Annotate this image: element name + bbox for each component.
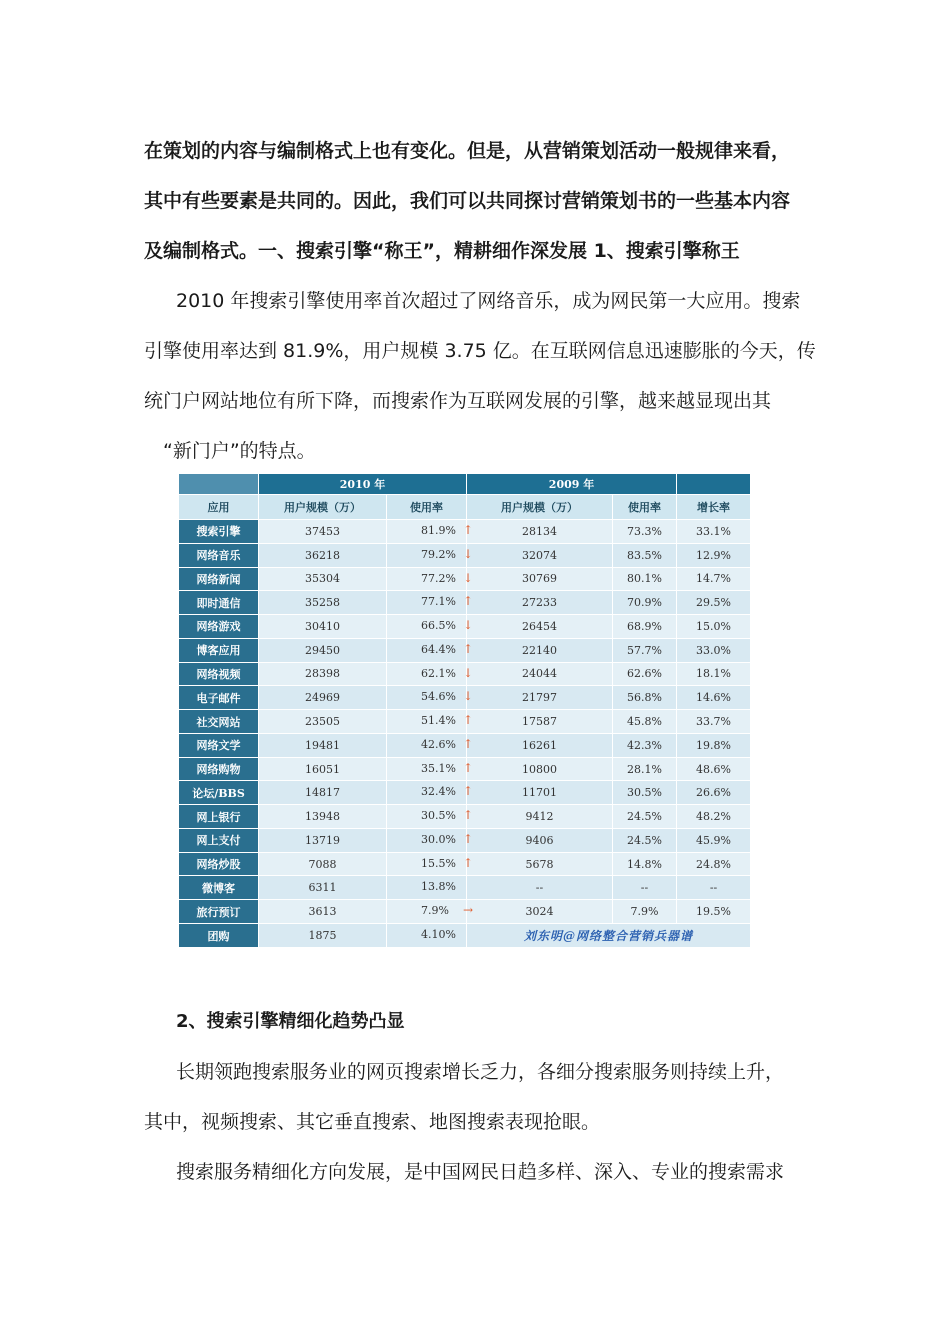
app-name-cell: 网络新闻	[179, 567, 259, 591]
app-name-cell: 旅行预订	[179, 900, 259, 924]
growth-rate-cell: 33.7%	[677, 710, 751, 734]
arrow-up-icon: ↑	[463, 736, 474, 751]
table-row	[179, 781, 751, 805]
rate-2009-cell: 56.8%	[613, 686, 677, 710]
app-name-cell: 搜索引擎	[179, 520, 259, 544]
app-name-cell: 电子邮件	[179, 686, 259, 710]
arrow-up-icon: ↑	[463, 831, 474, 846]
rate-2010-value: 77.1%	[421, 595, 456, 609]
rate-2010-value: 54.6%	[421, 690, 456, 704]
watermark-signature: 刘东明@网络整合营销兵器谱	[524, 929, 694, 943]
rate-2010-cell	[387, 567, 474, 591]
paragraph-line: 引擎使用率达到 81.9%，用户规模 3.75 亿。在互联网信息迅速膨胀的今天，传	[144, 340, 816, 362]
year-2009-header: 2009 年	[467, 474, 677, 495]
table-row	[179, 805, 751, 829]
rate-2010-cell	[387, 852, 474, 876]
rate-2010-cell	[387, 900, 474, 924]
users-2010-cell: 13719	[259, 828, 387, 852]
rate-2010-cell	[387, 520, 474, 544]
arrow-up-icon: ↑	[463, 760, 474, 775]
paragraph-line: 搜索服务精细化方向发展，是中国网民日趋多样、深入、专业的搜索需求	[176, 1161, 785, 1183]
column-header: 应用	[179, 495, 259, 520]
users-2010-cell: 35258	[259, 591, 387, 615]
year-2010-header: 2010 年	[259, 474, 467, 495]
users-2010-cell: 14817	[259, 781, 387, 805]
app-name-cell: 论坛/BBS	[179, 781, 259, 805]
arrow-right-icon: →	[463, 903, 474, 918]
rate-2010-value: 35.1%	[421, 761, 456, 775]
users-2010-cell: 1875	[259, 924, 387, 948]
app-name-cell: 网上支付	[179, 828, 259, 852]
rate-2010-cell	[387, 638, 474, 662]
table-row	[179, 638, 751, 662]
app-name-cell: 网上银行	[179, 805, 259, 829]
app-name-cell: 网络文学	[179, 733, 259, 757]
users-2010-cell: 30410	[259, 615, 387, 639]
users-2009-cell: 30769	[467, 567, 613, 591]
rate-2009-cell: 45.8%	[613, 710, 677, 734]
column-header: 使用率	[387, 495, 467, 520]
users-2010-cell: 3613	[259, 900, 387, 924]
table-row	[179, 876, 751, 900]
statistics-table-image	[178, 473, 750, 948]
rate-2010-value: 77.2%	[421, 571, 456, 585]
year-blank-header	[677, 474, 751, 495]
users-2009-cell: 17587	[467, 710, 613, 734]
growth-rate-cell: 12.9%	[677, 543, 751, 567]
statistics-table	[178, 473, 751, 948]
rate-2010-value: 51.4%	[421, 714, 456, 728]
rate-2010-cell	[387, 757, 474, 781]
arrow-up-icon: ↑	[463, 641, 474, 656]
rate-2009-cell: 80.1%	[613, 567, 677, 591]
arrow-up-icon: ↑	[463, 855, 474, 870]
users-2009-cell: 22140	[467, 638, 613, 662]
table-row	[179, 828, 751, 852]
growth-rate-cell: 14.6%	[677, 686, 751, 710]
growth-rate-cell: 19.5%	[677, 900, 751, 924]
arrow-up-icon: ↑	[463, 713, 474, 728]
users-2009-cell: 11701	[467, 781, 613, 805]
growth-rate-cell: 48.6%	[677, 757, 751, 781]
rate-2010-cell	[387, 710, 474, 734]
rate-2009-cell: 42.3%	[613, 733, 677, 757]
users-2010-cell: 19481	[259, 733, 387, 757]
app-name-cell: 网络炒股	[179, 852, 259, 876]
arrow-up-icon: ↑	[463, 523, 474, 537]
rate-2010-value: 13.8%	[421, 880, 456, 894]
growth-rate-cell: 48.2%	[677, 805, 751, 829]
rate-2010-value: 32.4%	[421, 785, 456, 799]
rate-2009-cell: 83.5%	[613, 543, 677, 567]
users-2009-cell: 32074	[467, 543, 613, 567]
rate-2009-cell: 68.9%	[613, 615, 677, 639]
table-row	[179, 924, 751, 948]
app-name-cell: 微博客	[179, 876, 259, 900]
users-2009-cell: 5678	[467, 852, 613, 876]
users-2009-cell: 21797	[467, 686, 613, 710]
growth-rate-cell: 15.0%	[677, 615, 751, 639]
users-2009-cell: 10800	[467, 757, 613, 781]
users-2010-cell: 13948	[259, 805, 387, 829]
table-row	[179, 543, 751, 567]
rate-2010-cell	[387, 686, 474, 710]
rate-2010-value: 81.9%	[421, 524, 456, 537]
users-2009-cell: 9406	[467, 828, 613, 852]
table-row	[179, 567, 751, 591]
growth-rate-cell: 14.7%	[677, 567, 751, 591]
users-2010-cell: 7088	[259, 852, 387, 876]
users-2010-cell: 24969	[259, 686, 387, 710]
rate-2010-cell	[387, 924, 467, 948]
rate-2010-value: 62.1%	[421, 666, 456, 680]
users-2010-cell: 36218	[259, 543, 387, 567]
growth-rate-cell: 19.8%	[677, 733, 751, 757]
rate-2009-cell: 7.9%	[613, 900, 677, 924]
rate-2009-cell: 57.7%	[613, 638, 677, 662]
rate-2010-value: 7.9%	[421, 904, 449, 918]
column-header: 用户规模（万）	[259, 495, 387, 520]
rate-2010-value: 79.2%	[421, 547, 456, 561]
rate-2009-cell: 70.9%	[613, 591, 677, 615]
users-2009-cell: 3024	[467, 900, 613, 924]
table-row	[179, 591, 751, 615]
table-row	[179, 686, 751, 710]
rate-2009-cell: 30.5%	[613, 781, 677, 805]
rate-2009-cell: --	[613, 876, 677, 900]
users-2010-cell: 16051	[259, 757, 387, 781]
arrow-down-icon: ↓	[463, 689, 474, 704]
rate-2010-cell	[387, 733, 474, 757]
growth-rate-cell: --	[677, 876, 751, 900]
arrow-down-icon: ↓	[463, 546, 474, 561]
users-2009-cell: 9412	[467, 805, 613, 829]
table-corner	[179, 474, 259, 495]
rate-2010-cell	[387, 805, 474, 829]
rate-2010-cell	[387, 591, 474, 615]
users-2010-cell: 28398	[259, 662, 387, 686]
rate-2010-cell	[387, 876, 467, 900]
app-name-cell: 网络游戏	[179, 615, 259, 639]
rate-2009-cell: 62.6%	[613, 662, 677, 686]
growth-rate-cell: 33.1%	[677, 520, 751, 544]
rate-2009-cell: 73.3%	[613, 520, 677, 544]
paragraph-line: 统门户网站地位有所下降，而搜索作为互联网发展的引擎，越来越显现出其	[144, 390, 772, 412]
app-name-cell: 网络视频	[179, 662, 259, 686]
arrow-down-icon: ↓	[463, 570, 474, 585]
users-2010-cell: 29450	[259, 638, 387, 662]
paragraph-line: 及编制格式。一、搜索引擎“称王”，精耕细作深发展 1、搜索引擎称王	[144, 240, 740, 262]
arrow-down-icon: ↓	[463, 618, 474, 633]
users-2009-cell: 16261	[467, 733, 613, 757]
users-2009-cell: 28134	[467, 520, 613, 544]
table-row	[179, 900, 751, 924]
users-2009-cell: 24044	[467, 662, 613, 686]
table-row	[179, 520, 751, 544]
users-2010-cell: 37453	[259, 520, 387, 544]
paragraph-line: “新门户”的特点。	[163, 440, 316, 462]
rate-2010-cell	[387, 543, 474, 567]
rate-2010-cell	[387, 828, 474, 852]
rate-2010-value: 66.5%	[421, 619, 456, 633]
users-2009-cell: 26454	[467, 615, 613, 639]
section-heading: 2、搜索引擎精细化趋势凸显	[176, 1011, 405, 1032]
users-2009-cell: 27233	[467, 591, 613, 615]
app-name-cell: 社交网站	[179, 710, 259, 734]
rate-2010-cell	[387, 781, 474, 805]
app-name-cell: 博客应用	[179, 638, 259, 662]
app-name-cell: 即时通信	[179, 591, 259, 615]
growth-rate-cell: 18.1%	[677, 662, 751, 686]
table-row	[179, 710, 751, 734]
rate-2009-cell: 14.8%	[613, 852, 677, 876]
rate-2010-value: 4.10%	[421, 928, 456, 942]
growth-rate-cell: 29.5%	[677, 591, 751, 615]
growth-rate-cell: 24.8%	[677, 852, 751, 876]
paragraph-line: 在策划的内容与编制格式上也有变化。但是，从营销策划活动一般规律来看，	[144, 140, 791, 162]
users-2010-cell: 6311	[259, 876, 387, 900]
rate-2009-cell: 24.5%	[613, 805, 677, 829]
arrow-up-icon: ↑	[463, 784, 474, 799]
rate-2009-cell: 28.1%	[613, 757, 677, 781]
table-row	[179, 757, 751, 781]
paragraph-line: 其中有些要素是共同的。因此，我们可以共同探讨营销策划书的一些基本内容	[144, 190, 791, 212]
table-row	[179, 615, 751, 639]
table-row	[179, 852, 751, 876]
rate-2009-cell: 24.5%	[613, 828, 677, 852]
growth-rate-cell: 45.9%	[677, 828, 751, 852]
watermark-cell	[467, 924, 751, 948]
app-name-cell: 网络购物	[179, 757, 259, 781]
users-2010-cell: 35304	[259, 567, 387, 591]
rate-2010-value: 15.5%	[421, 856, 456, 870]
column-header: 增长率	[677, 495, 751, 520]
table-row	[179, 733, 751, 757]
rate-2010-cell	[387, 615, 474, 639]
app-name-cell: 团购	[179, 924, 259, 948]
rate-2010-value: 30.5%	[421, 809, 456, 823]
rate-2010-value: 42.6%	[421, 737, 456, 751]
rate-2010-value: 30.0%	[421, 832, 456, 846]
growth-rate-cell: 33.0%	[677, 638, 751, 662]
growth-rate-cell: 26.6%	[677, 781, 751, 805]
rate-2010-cell	[387, 662, 474, 686]
table-row	[179, 662, 751, 686]
users-2010-cell: 23505	[259, 710, 387, 734]
paragraph-line: 其中，视频搜索、其它垂直搜索、地图搜索表现抢眼。	[144, 1111, 601, 1133]
column-header: 用户规模（万）	[467, 495, 613, 520]
app-name-cell: 网络音乐	[179, 543, 259, 567]
users-2009-cell: --	[467, 876, 613, 900]
paragraph-line: 2010 年搜索引擎使用率首次超过了网络音乐，成为网民第一大应用。搜索	[176, 290, 801, 312]
column-header: 使用率	[613, 495, 677, 520]
paragraph-line: 长期领跑搜索服务业的网页搜索增长乏力，各细分搜索服务则持续上升，	[176, 1061, 785, 1083]
arrow-up-icon: ↑	[463, 808, 474, 823]
arrow-up-icon: ↑	[463, 594, 474, 609]
arrow-down-icon: ↓	[463, 665, 474, 680]
rate-2010-value: 64.4%	[421, 642, 456, 656]
